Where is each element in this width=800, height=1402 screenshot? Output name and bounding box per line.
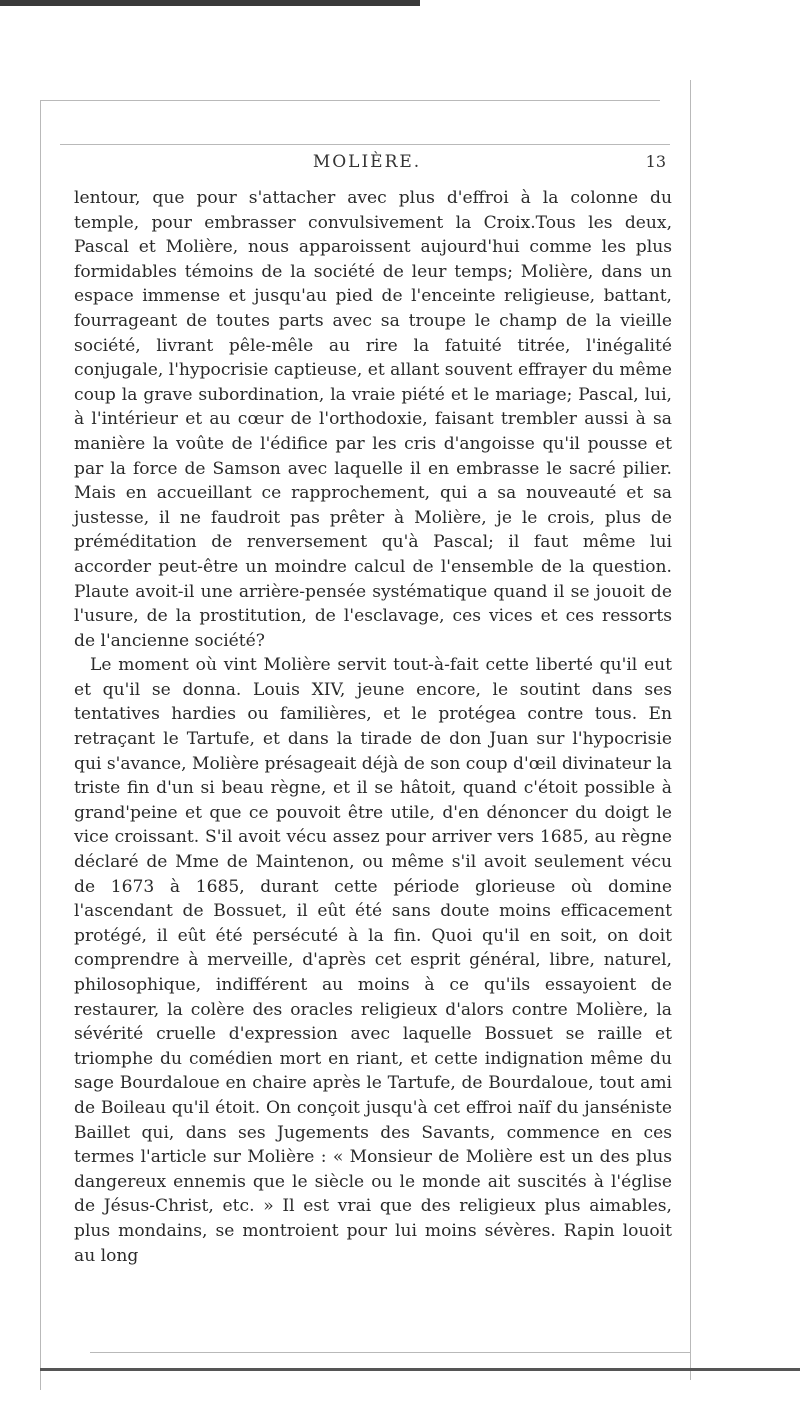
frame-line-left bbox=[40, 100, 41, 1390]
top-edge-rule bbox=[0, 0, 420, 6]
running-head bbox=[62, 152, 672, 178]
paragraph-2: Le moment où vint Molière servit tout-à-fait cette liberté qu'il eut et qu'il se donna. Louis XIV, jeune encore, le soutint dans ses tentatives hardies ou familières, et le protégea contre tous. En retraçant le Tartufe, et dans la tirade de don Juan sur l'hypocrisie qui s'avance, Molière présageait déjà de son coup d'œil divinateur la triste fin d'un si beau règne, et il se hâtoit, quand c'étoit possible à grand'peine et que ce pouvoit être utile, d'en dénoncer du doigt le vice croissant. S'il avoit vécu assez pour arriver vers 1685, au règne déclaré de Mme de Maintenon, ou même s'il avoit seulement vécu de 1673 à 1685, durant cette période glorieuse où domine l'ascendant de Bossuet, il eût été sans doute moins efficacement protégé, il eût été persécuté à la fin. Quoi qu'il en soit, on doit comprendre à merveille, d'après cet esprit général, libre, naturel, philosophique, indifférent au moins à ce qu'ils essayoient de restaurer, la colère des oracles religieux d'alors contre Molière, la sévérité cruelle d'expression avec laquelle Bossuet se raille et triomphe du comédien mort en riant, et cette indignation même du sage Bourdaloue en chaire après le Tartufe, de Bourdaloue, tout ami de Boileau qu'il étoit. On conçoit jusqu'à cet effroi naïf du janséniste Baillet qui, dans ses Jugements des Savants, commence en ces termes l'article sur Molière : « Monsieur de Molière est un des plus dangereux ennemis que le siècle ou le monde ait suscités à l'église de Jésus-Christ, etc. » Il est vrai que des religieux plus aimables, plus mondains, se montroient pour lui moins sévères. Rapin louoit au long bbox=[74, 655, 672, 1266]
body-text bbox=[62, 186, 672, 1268]
bottom-edge-rule bbox=[40, 1368, 800, 1371]
frame-line-top-2 bbox=[60, 144, 670, 145]
paragraph-1: lentour, que pour s'attacher avec plus d'effroi à la colonne du temple, pour embrasser convulsivement la Croix.Tous les deux, Pascal et Molière, nous apparoissent aujourd'hui comme les plus formidables témoins de la société de leur temps; Molière, dans un espace immense et jusqu'au pied de l'enceinte religieuse, battant, fourrageant de toutes parts avec sa troupe le champ de la vieille société, livrant pêle-mêle au rire la fatuité titrée, l'inégalité conjugale, l'hypocrisie captieuse, et allant souvent effrayer du même coup la grave subordination, la vraie piété et le mariage; Pascal, lui, à l'intérieur et au cœur de l'orthodoxie, faisant trembler aussi à sa manière la voûte de l'édifice par les cris d'angoisse qu'il pousse et par la force de Samson avec laquelle il en embrasse le sacré pilier. Mais en accueillant ce rapprochement, qui a sa nouveauté et sa justesse, il ne faudroit pas prêter à Molière, je le crois, plus de préméditation de renversement qu'à Pascal; il faut même lui accorder peut-être un moindre calcul de l'ensemble de la question. Plaute avoit-il une arrière-pensée systématique quand il se jouoit de l'usure, de la prostitution, de l'esclavage, ces vices et ces ressorts de l'ancienne société? bbox=[74, 188, 672, 651]
book-page bbox=[62, 152, 672, 1268]
frame-line-top bbox=[40, 100, 660, 101]
frame-line-bottom bbox=[90, 1352, 690, 1353]
frame-line-right bbox=[690, 80, 691, 1380]
running-title: MOLIÈRE. bbox=[312, 152, 422, 172]
page-number: 13 bbox=[645, 152, 666, 171]
